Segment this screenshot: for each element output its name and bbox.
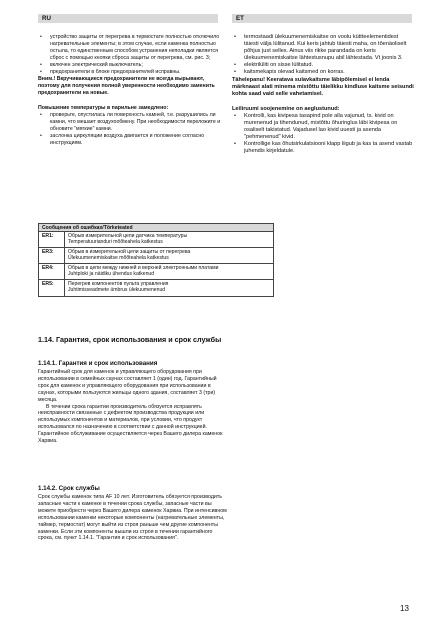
list-item: • termostaadi ülekuumenemiskaitse on voolu küttteelementidest täiesti välja lülitanud. Kui keris jahtub täiesti maha, on tõenäoliselt põhjus just selles. Ainus viis rikke parandada on keris ülekuumenemiskaitse lähtestusnupu abil lähtestada. Vt joonis 3.	[232, 34, 414, 62]
table-row	[39, 232, 273, 248]
error-description-ru: Перегрев компонентов пульта управления	[68, 281, 169, 287]
table-row	[39, 280, 273, 296]
error-description-ru: Обрыв в цепи между нижней и верхней электронными платами	[68, 265, 219, 271]
error-code: ER4:	[39, 264, 65, 279]
et-troubleshooting	[232, 34, 414, 156]
error-code: ER5:	[39, 280, 65, 296]
guarantee-paragraph-2: В течении срока гарантии производитель обязуется исправлять неисправности связанные с дефектом производства продукции или использумых компонентов и материалов, при условии, что продукт использовался по назначению в соответствии с данной инструкцией. Гарантийное обслуживание осуществляется через Вашего дилера каменок Харвиа.	[38, 403, 223, 445]
table-row	[39, 264, 273, 280]
list-item: • Kontrolli, kas kivipesa tasapind pole alla vajunud, ts. kivid on murenenud ja tihendunud, mistõttu õhuringlus läbi kivipesa on osaliselt takistatud. Vajadusel lao kivid uuesti ja asenda "pehmenenud" kivid.	[232, 113, 414, 141]
service-life-body	[38, 494, 228, 542]
list-item: • elektrilüliti on sisse lülitatud.	[232, 62, 414, 69]
service-life-paragraph: Срок службы каменок типа AF 10 лет. Изготовитель обязуется производить запасные части к каменке в течении срока службы, запасные части вы можете приобрести через Вашего дилера каменок Харвиа. При интенсивном использовании каменки некоторые компоненты (нагревательные элементы, таймер, термостат) могут выйти из строя раньше чем другие компоненты каменки. Если эти компоненты вышли из строя в течении гарантийного срока, см. пункт 1.14.1. "Гарантия и срок использования".	[38, 494, 227, 542]
list-item: • Kontrollige kas õhutsirkulatsiooni klapp liigub ja kas ta asend vastab juhendis kirjeldatule.	[232, 141, 414, 155]
list-item: • предохранители в блоке предохранителей исправны.	[38, 69, 222, 76]
list-item: • проверьте, опустилась ли поверхность камней, т.е. разрушились ли камни, что мешает воздухообмену. При необходимости переложите и обновите "мягкие" камни.	[38, 112, 222, 133]
error-description-et: Ülekuumenemiskaitse mõõteahela katkestus	[68, 255, 169, 262]
guarantee-section-title: 1.14. Гарантия, срок использования и срок службы	[38, 335, 222, 344]
error-table-header: Сообщения об ошибках/Törketeated	[39, 224, 273, 232]
ru-fuse-warning: Вним.! Вкручивающиеся предохранители не всегда вырывают, поэтому для получения полной уверенности необходимо заменить предохранители на новые.	[38, 76, 215, 96]
error-code: ER1:	[39, 232, 65, 247]
list-item: • kaitsmekapis olevad kaitsmed on korras.	[232, 69, 414, 76]
error-description-et: Juhtploki ja näidiku ühendus katkenud	[68, 271, 155, 278]
list-item: • заслонка циркуляции воздуха двигается и положение согласно инструкциям.	[38, 133, 222, 147]
error-description-et: Temperatuurianduri mõõteahela katkestus	[68, 239, 163, 246]
ru-troubleshooting	[38, 34, 222, 147]
et-slow-heating-list	[232, 113, 414, 156]
et-check-list	[232, 34, 414, 77]
service-life-subheading: 1.14.2. Срок службы	[38, 485, 100, 492]
et-slow-heating-heading: Leiliruumi soojenemine on aeglustunud:	[232, 105, 340, 112]
table-row	[39, 248, 273, 264]
ru-slow-heating-list	[38, 112, 222, 147]
error-description-ru: Обрыв измерительной цепи датчика температуры	[68, 233, 188, 239]
guarantee-subheading: 1.14.1. Гарантия и срок использования	[38, 360, 158, 367]
list-item: • включен электрический выключатель;	[38, 62, 222, 69]
guarantee-body	[38, 369, 228, 445]
page-number: 13	[400, 604, 409, 613]
error-code: ER3:	[39, 248, 65, 263]
et-fuse-warning: Tähelepanu! Keeratava sulavkaitsme läbipõlemisel ei lenda märknaast alati minema mistõttu täielikku kindluse kaitsme seisundi kohta saad vaid selle vahetamisel.	[232, 76, 414, 97]
lang-header-et: ET	[232, 14, 412, 23]
error-messages-table	[38, 223, 274, 297]
lang-header-ru: RU	[38, 14, 218, 23]
guarantee-paragraph-1: Гарантийный срок для каменок и управляющего оборудования при использовании в семейных саунах составляет 1 (один) год. Гарантийный срок для каменок и управляющего оборудования при использовании в саунах, которыми пользуются жильцы одного здания, составляет 3 (три) месяца.	[38, 369, 217, 403]
error-description-ru: Обрыв в измерительной цепи защиты от перегрева	[68, 249, 191, 255]
error-description-et: Juhtimisseadmete ümbrus ülekuumenenud	[68, 287, 166, 294]
list-item: • устройство защиты от перегрева в термостате полностью отключило нагревательные элементы; в этом случае, если каменка полностью остыла, то единственным способом устранения неполадки является сброс с помощью кнопки сброса защиты от перегрева, см. рис. 3;	[38, 34, 222, 62]
ru-check-list	[38, 34, 222, 76]
ru-slow-heating-heading: Повышение температуры в парильне замедлено:	[38, 105, 169, 111]
